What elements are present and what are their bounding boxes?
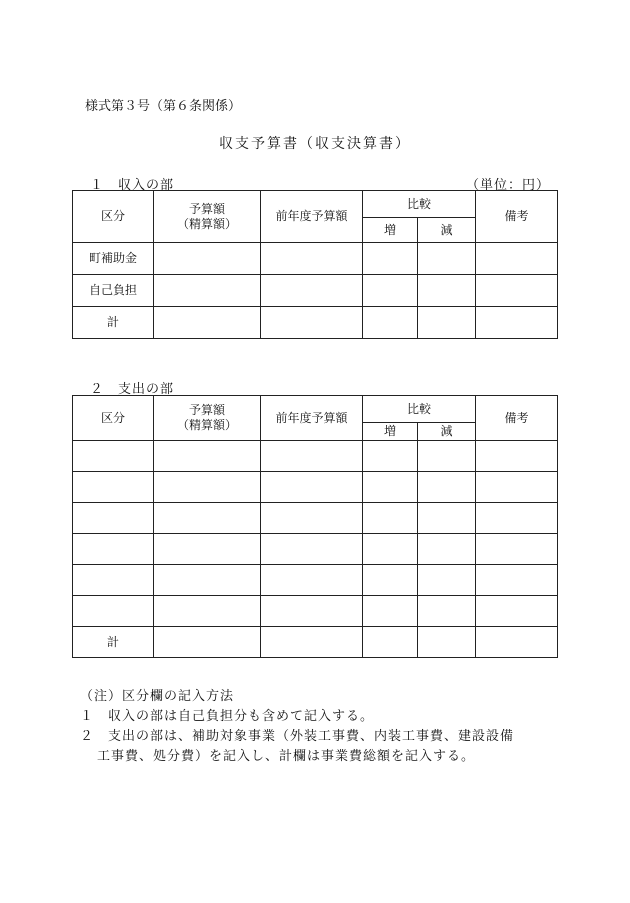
- header-comparison: 比較: [363, 191, 476, 218]
- header-remarks: 備考: [476, 191, 558, 243]
- form-number: 様式第３号（第６条関係）: [85, 99, 242, 114]
- cell-decrease[interactable]: [418, 243, 476, 275]
- expense-section-title: ２ 支出の部: [90, 382, 175, 397]
- row-label[interactable]: [73, 472, 154, 503]
- header-budget: [154, 396, 261, 441]
- notes-item-2-line-1: ２ 支出の部は、補助対象事業（外装工事費、内装工事費、建設設備: [80, 729, 515, 744]
- cell-prev-budget[interactable]: [261, 596, 363, 627]
- cell-budget[interactable]: [154, 627, 261, 658]
- header-category: 区分: [73, 191, 154, 243]
- cell-decrease[interactable]: [418, 596, 476, 627]
- header-budget: [154, 191, 261, 243]
- cell-increase[interactable]: [363, 503, 418, 534]
- cell-remarks[interactable]: [476, 565, 558, 596]
- cell-prev-budget[interactable]: [261, 565, 363, 596]
- notes-item-2-line-2: 工事費、処分費）を記入し、計欄は事業費総額を記入する。: [97, 749, 476, 764]
- cell-increase[interactable]: [363, 596, 418, 627]
- row-label[interactable]: [73, 503, 154, 534]
- cell-decrease[interactable]: [418, 472, 476, 503]
- row-label[interactable]: [73, 565, 154, 596]
- cell-increase[interactable]: [363, 307, 418, 339]
- cell-remarks[interactable]: [476, 243, 558, 275]
- cell-prev-budget[interactable]: [261, 243, 363, 275]
- cell-budget[interactable]: [154, 275, 261, 307]
- cell-decrease[interactable]: [418, 503, 476, 534]
- header-prev-budget: 前年度予算額: [261, 396, 363, 441]
- notes-item-1: １ 収入の部は自己負担分も含めて記入する。: [80, 709, 375, 724]
- document-title: 収支予算書（収支決算書）: [219, 136, 411, 152]
- cell-prev-budget[interactable]: [261, 472, 363, 503]
- expense-table: [72, 395, 558, 658]
- cell-budget[interactable]: [154, 503, 261, 534]
- table-row: [73, 472, 558, 503]
- cell-prev-budget[interactable]: [261, 441, 363, 472]
- cell-increase[interactable]: [363, 243, 418, 275]
- cell-increase[interactable]: [363, 627, 418, 658]
- table-row: [73, 275, 558, 307]
- cell-budget[interactable]: [154, 441, 261, 472]
- header-decrease: 減: [418, 423, 476, 441]
- header-category: 区分: [73, 396, 154, 441]
- cell-remarks[interactable]: [476, 503, 558, 534]
- table-row: [73, 596, 558, 627]
- cell-prev-budget[interactable]: [261, 503, 363, 534]
- cell-prev-budget[interactable]: [261, 534, 363, 565]
- row-label: 計: [73, 307, 154, 339]
- table-row: [73, 565, 558, 596]
- row-label[interactable]: [73, 596, 154, 627]
- table-row: [73, 441, 558, 472]
- row-label: 町補助金: [73, 243, 154, 275]
- cell-budget[interactable]: [154, 307, 261, 339]
- notes-heading: （注）区分欄の記入方法: [80, 689, 235, 704]
- table-row: [73, 243, 558, 275]
- cell-remarks[interactable]: [476, 441, 558, 472]
- cell-prev-budget[interactable]: [261, 307, 363, 339]
- header-budget-line2: （精算額）: [176, 216, 237, 231]
- header-prev-budget: 前年度予算額: [261, 191, 363, 243]
- cell-budget[interactable]: [154, 243, 261, 275]
- cell-remarks[interactable]: [476, 307, 558, 339]
- cell-decrease[interactable]: [418, 627, 476, 658]
- row-label[interactable]: [73, 441, 154, 472]
- cell-increase[interactable]: [363, 472, 418, 503]
- cell-budget[interactable]: [154, 596, 261, 627]
- row-label: 計: [73, 627, 154, 658]
- cell-budget[interactable]: [154, 472, 261, 503]
- cell-decrease[interactable]: [418, 534, 476, 565]
- header-remarks: 備考: [476, 396, 558, 441]
- cell-increase[interactable]: [363, 565, 418, 596]
- header-budget-line1: 予算額: [188, 201, 225, 216]
- income-table: [72, 190, 558, 339]
- row-label: 自己負担: [73, 275, 154, 307]
- cell-increase[interactable]: [363, 441, 418, 472]
- cell-decrease[interactable]: [418, 307, 476, 339]
- cell-decrease[interactable]: [418, 441, 476, 472]
- cell-remarks[interactable]: [476, 534, 558, 565]
- header-decrease: 減: [418, 218, 476, 243]
- header-comparison: 比較: [363, 396, 476, 423]
- unit-label: （単位：円）: [466, 178, 551, 193]
- cell-decrease[interactable]: [418, 275, 476, 307]
- cell-budget[interactable]: [154, 565, 261, 596]
- table-row: [73, 503, 558, 534]
- cell-remarks[interactable]: [476, 627, 558, 658]
- cell-prev-budget[interactable]: [261, 275, 363, 307]
- cell-remarks[interactable]: [476, 275, 558, 307]
- table-row: [73, 307, 558, 339]
- cell-increase[interactable]: [363, 275, 418, 307]
- header-increase: 増: [363, 423, 418, 441]
- header-budget-line1: 予算額: [188, 403, 225, 417]
- cell-increase[interactable]: [363, 534, 418, 565]
- header-increase: 増: [363, 218, 418, 243]
- cell-decrease[interactable]: [418, 565, 476, 596]
- income-section-title: １ 収入の部: [90, 178, 175, 193]
- table-row: [73, 534, 558, 565]
- cell-remarks[interactable]: [476, 472, 558, 503]
- cell-budget[interactable]: [154, 534, 261, 565]
- header-budget-line2: （精算額）: [176, 418, 237, 432]
- cell-prev-budget[interactable]: [261, 627, 363, 658]
- row-label[interactable]: [73, 534, 154, 565]
- cell-remarks[interactable]: [476, 596, 558, 627]
- table-row: [73, 627, 558, 658]
